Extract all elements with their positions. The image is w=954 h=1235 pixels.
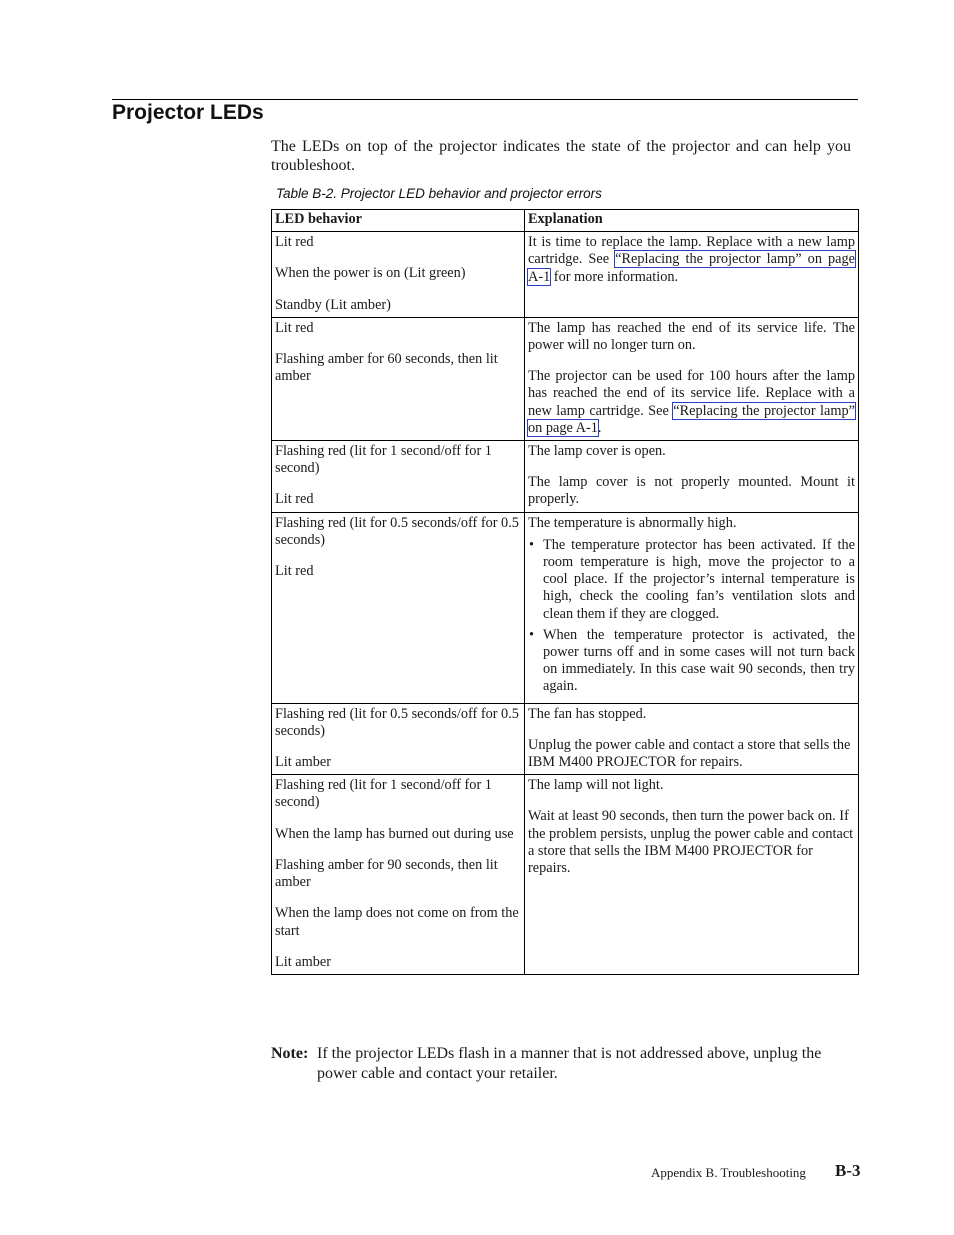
bullet-text: The temperature protector has been activated. If the room temperature is high, move the projector to a cool place. If the projector’s internal temperature is high, check the cooling fan’s ventilation slots and clean them if they are clogged. xyxy=(543,536,855,622)
led-behavior-cell xyxy=(272,232,525,318)
explanation-text: for more information. xyxy=(550,268,679,285)
table-header-row xyxy=(272,210,859,232)
led-behavior-cell xyxy=(272,441,525,513)
explanation-text: The projector can be used for 100 hours after the lamp has reached the end of its service life. Replace with a new lamp cartridge. See xyxy=(528,368,855,419)
led-behavior-cell xyxy=(272,775,525,975)
behavior-line: Flashing amber for 90 seconds, then lit amber xyxy=(275,856,498,891)
explanation-paragraph: The lamp cover is open. xyxy=(528,443,666,460)
section-heading: Projector LEDs xyxy=(112,101,264,124)
behavior-line: Flashing red (lit for 0.5 seconds/off for 0.5 seconds) xyxy=(275,514,519,548)
replacing-lamp-link[interactable]: “Replacing the projector lamp” on page A-1 xyxy=(528,402,855,436)
explanation-paragraph: The lamp will not light. xyxy=(528,777,664,794)
led-behavior-cell xyxy=(272,703,525,775)
page-number: B-3 xyxy=(835,1161,861,1180)
footer-chapter-label: Appendix B. Troubleshooting xyxy=(651,1165,806,1180)
behavior-line: Flashing red (lit for 1 second/off for 1 second) xyxy=(275,443,492,477)
explanation-paragraph: The fan has stopped. xyxy=(528,705,647,722)
behavior-line: Standby (Lit amber) xyxy=(275,296,391,313)
behavior-line: Flashing red (lit for 1 second/off for 1 second) xyxy=(275,777,492,811)
heading-rule xyxy=(112,99,858,100)
explanation-cell xyxy=(525,232,859,318)
explanation-text: It is time to replace the lamp. Replace with a new lamp cartridge. See xyxy=(528,234,855,268)
behavior-line: Lit red xyxy=(275,319,314,336)
explanation-paragraph xyxy=(528,234,855,286)
replacing-lamp-link[interactable]: “Replacing the projector lamp” on page A-1 xyxy=(528,251,856,285)
column-header-explanation: Explanation xyxy=(525,210,859,232)
led-behavior-cell xyxy=(272,512,525,703)
behavior-line: When the lamp does not come on from the start xyxy=(275,905,519,939)
behavior-line: Lit red xyxy=(275,234,314,251)
explanation-cell xyxy=(525,317,859,440)
explanation-paragraph: The lamp has reached the end of its service life. The power will no longer turn on. xyxy=(528,319,855,354)
intro-paragraph: The LEDs on top of the projector indicates the state of the projector and can help you troubleshoot. xyxy=(271,138,851,174)
explanation-bullet-list xyxy=(528,537,855,696)
table-row xyxy=(272,232,859,318)
note-text: If the projector LEDs flash in a manner that is not addressed above, unplug the power cable and contact your retailer. xyxy=(317,1045,822,1082)
behavior-line: When the power is on (Lit green) xyxy=(275,265,466,282)
explanation-text: . xyxy=(597,419,602,436)
column-header-led-behavior: LED behavior xyxy=(272,210,525,232)
explanation-paragraph: Wait at least 90 seconds, then turn the power back on. If the problem persists, unplug the power cable and contact a store that sells the IBM M400 PROJECTOR for repairs. xyxy=(528,808,854,877)
note-label: Note: xyxy=(271,1045,309,1062)
behavior-line: Lit amber xyxy=(275,953,331,970)
explanation-paragraph xyxy=(528,368,855,437)
explanation-paragraph: Unplug the power cable and contact a store that sells the IBM M400 PROJECTOR for repairs. xyxy=(528,736,851,771)
behavior-line: Flashing amber for 60 seconds, then lit amber xyxy=(275,351,498,385)
explanation-cell xyxy=(525,703,859,775)
led-behavior-table xyxy=(271,209,859,975)
behavior-line: When the lamp has burned out during use xyxy=(275,825,514,842)
behavior-line: Lit red xyxy=(275,491,314,508)
explanation-cell xyxy=(525,512,859,703)
bullet-icon: • xyxy=(529,626,535,643)
bullet-icon: • xyxy=(529,536,535,553)
table-row xyxy=(272,512,859,703)
bullet-text: When the temperature protector is activated, the power turns off and in some cases will not turn back on immediately. In this case wait 90 seconds, then try again. xyxy=(543,626,855,695)
table-row xyxy=(272,775,859,975)
explanation-cell xyxy=(525,441,859,513)
table-row xyxy=(272,703,859,775)
explanation-paragraph: The lamp cover is not properly mounted. Mount it properly. xyxy=(528,474,855,508)
note-block xyxy=(271,1044,851,1083)
behavior-line: Flashing red (lit for 0.5 seconds/off for 0.5 seconds) xyxy=(275,705,519,739)
bullet-item xyxy=(529,626,855,696)
explanation-paragraph: The temperature is abnormally high. xyxy=(528,514,737,531)
led-behavior-cell xyxy=(272,317,525,440)
table-row xyxy=(272,317,859,440)
table-row xyxy=(272,441,859,513)
bullet-item xyxy=(529,536,855,623)
table-caption: Table B-2. Projector LED behavior and projector errors xyxy=(276,186,602,201)
behavior-line: Lit red xyxy=(275,563,314,580)
behavior-line: Lit amber xyxy=(275,754,331,771)
explanation-cell xyxy=(525,775,859,975)
